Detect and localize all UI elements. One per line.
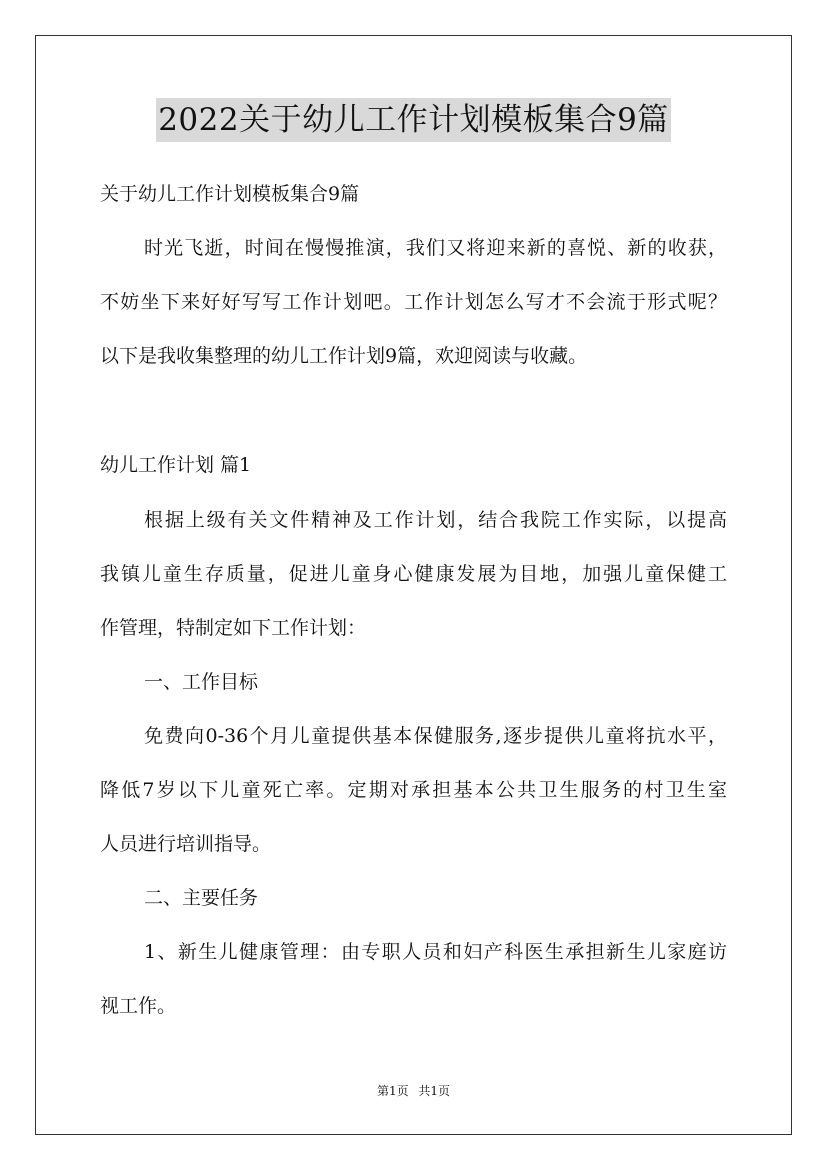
intro-line-2: 不妨坐下来好好写写工作计划吧。工作计划怎么写才不会流于形式呢？ bbox=[100, 291, 727, 313]
task-para-line-1: 1、新生儿健康管理：由专职人员和妇产科医生承担新生儿家庭访 bbox=[144, 941, 727, 963]
page-footer bbox=[0, 1083, 827, 1099]
goal-para-line-3: 人员进行培训指导。 bbox=[100, 833, 272, 855]
task-para-line-2: 视工作。 bbox=[100, 995, 177, 1017]
heading-main-tasks: 二、主要任务 bbox=[144, 887, 259, 909]
page-number-total: 共1页 bbox=[418, 1084, 451, 1098]
intro-line-1: 时光飞逝，时间在慢慢推演，我们又将迎来新的喜悦、新的收获， bbox=[144, 237, 727, 259]
document-subtitle: 关于幼儿工作计划模板集合9篇 bbox=[100, 183, 360, 205]
goal-para-line-2: 降低7岁以下儿童死亡率。定期对承担基本公共卫生服务的村卫生室 bbox=[100, 779, 727, 801]
intro-line-3: 以下是我收集整理的幼儿工作计划9篇，欢迎阅读与收藏。 bbox=[100, 345, 588, 367]
section-para-line-3: 作管理，特制定如下工作计划： bbox=[100, 617, 367, 639]
goal-para-line-1: 免费向0-36个月儿童提供基本保健服务,逐步提供儿童将抗水平， bbox=[144, 725, 727, 747]
document-title: 2022关于幼儿工作计划模板集合9篇 bbox=[156, 98, 671, 142]
section-para-line-1: 根据上级有关文件精神及工作计划，结合我院工作实际，以提高 bbox=[144, 509, 727, 531]
heading-work-goals: 一、工作目标 bbox=[144, 671, 259, 693]
page-number-current: 第1页 bbox=[376, 1084, 409, 1098]
section-para-line-2: 我镇儿童生存质量，促进儿童身心健康发展为目地，加强儿童保健工 bbox=[100, 563, 727, 585]
title-wrap bbox=[0, 98, 827, 142]
section-heading: 幼儿工作计划 篇1 bbox=[100, 454, 252, 476]
